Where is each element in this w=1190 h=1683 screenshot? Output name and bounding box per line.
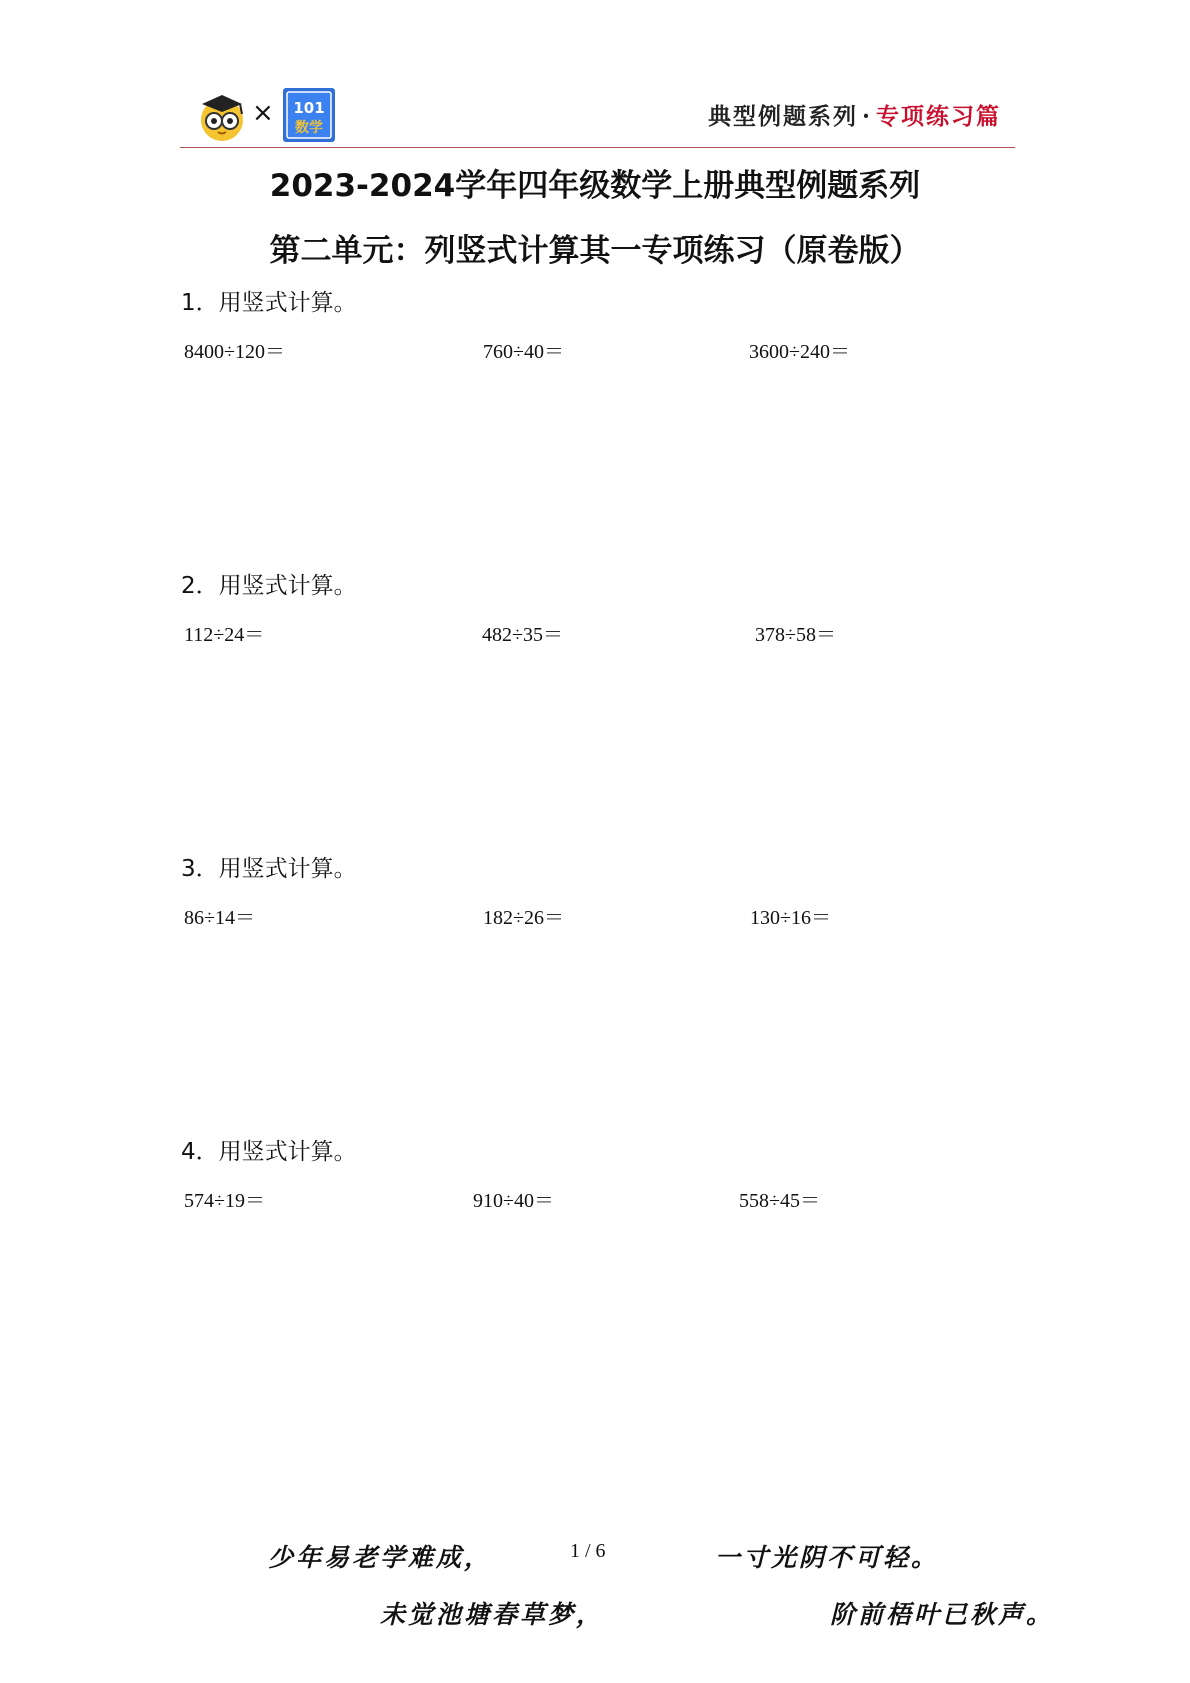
expression: 8400÷120＝ <box>184 341 285 363</box>
document-subtitle: 第二单元：列竖式计算其一专项练习（原卷版） <box>269 233 921 269</box>
footer-poem-line: 阶前梧叶已秋声。 <box>830 1600 1055 1629</box>
document-title: 2023-2024学年四年级数学上册典型例题系列 <box>269 168 921 204</box>
question-heading: 2．用竖式计算。 <box>181 573 357 599</box>
footer-poem-line: 一寸光阴不可轻。 <box>715 1543 940 1572</box>
question-heading: 4．用竖式计算。 <box>181 1139 357 1165</box>
expression: 482÷35＝ <box>482 624 563 646</box>
book-logo-text-top: 101 <box>293 99 325 117</box>
special-practice-label: 专项练习篇 <box>876 103 1001 130</box>
question-heading: 3．用竖式计算。 <box>181 856 357 882</box>
expression: 130÷16＝ <box>750 907 831 929</box>
expression: 3600÷240＝ <box>749 341 850 363</box>
book-logo-text-bottom: 数学 <box>295 120 323 136</box>
expression: 910÷40＝ <box>473 1190 554 1212</box>
series-label <box>708 98 1001 131</box>
header-divider <box>180 147 1015 148</box>
expression: 86÷14＝ <box>184 907 255 929</box>
expression: 574÷19＝ <box>184 1190 265 1212</box>
footer-poem-line: 少年易老学难成， <box>268 1543 493 1572</box>
page-number: 1 / 6 <box>570 1540 606 1562</box>
series-name: 典型例题系列 <box>707 103 858 130</box>
series-separator: · <box>861 103 872 130</box>
footer-poem-line: 未觉池塘春草梦， <box>380 1600 605 1629</box>
owl-logo-icon <box>196 90 248 142</box>
expression: 378÷58＝ <box>755 624 836 646</box>
times-sign: × <box>252 98 274 128</box>
question-heading: 1．用竖式计算。 <box>181 290 357 316</box>
book-logo-icon <box>281 86 337 144</box>
expression: 558÷45＝ <box>739 1190 820 1212</box>
expression: 760÷40＝ <box>483 341 564 363</box>
page-header <box>180 84 1015 146</box>
expression: 112÷24＝ <box>184 624 265 646</box>
expression: 182÷26＝ <box>483 907 564 929</box>
